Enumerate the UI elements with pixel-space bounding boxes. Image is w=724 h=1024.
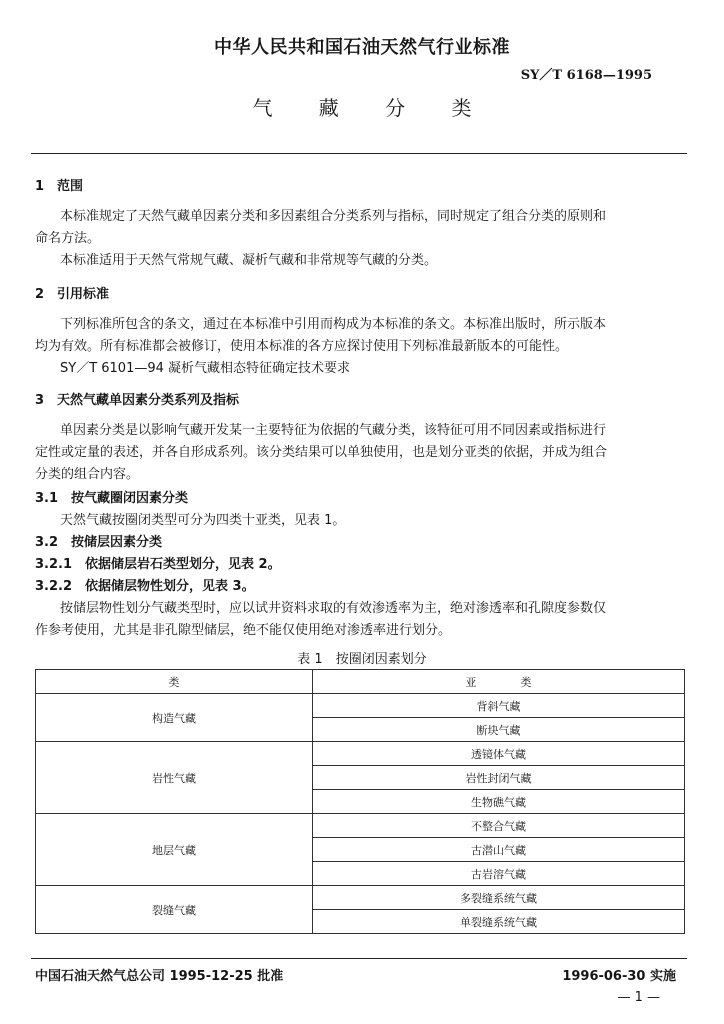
- section-1-heading: 1 范围: [35, 179, 84, 194]
- subclass-cell: 古岩溶气藏: [313, 862, 685, 886]
- footer-divider: [31, 958, 687, 959]
- header-subclass: 亚 类: [313, 670, 685, 694]
- table-header-row: [36, 670, 685, 694]
- subclass-cell: 生物礁气藏: [313, 790, 685, 814]
- section-3-1-text: 天然气藏按圈闭类型可分为四类十亚类，见表 1。: [60, 513, 346, 528]
- section-2-paragraph-cont: 均为有效。所有标准都会被修订，使用本标准的各方应探讨使用下列标准最新版本的可能性。: [35, 339, 569, 354]
- section-2-reference: SY／T 6101—94 凝析气藏相态特征确定技术要求: [60, 361, 351, 376]
- category-cell: 地层气藏: [36, 814, 313, 886]
- table-row: [36, 814, 685, 838]
- category-cell: 构造气藏: [36, 694, 313, 742]
- section-3-paragraph-2-cont: 作参考使用，尤其是非孔隙型储层，绝不能仅使用绝对渗透率进行划分。: [35, 623, 452, 638]
- subclass-cell: 断块气藏: [313, 718, 685, 742]
- section-3-2-heading: 3.2 按储层因素分类: [35, 535, 163, 550]
- subclass-cell: 单裂缝系统气藏: [313, 910, 685, 934]
- header-class: 类: [36, 670, 313, 694]
- section-3-paragraph-1: 单因素分类是以影响气藏开发某一主要特征为依据的气藏分类，该特征可用不同因素或指标进行: [60, 423, 607, 438]
- table-1-caption: 表 1 按圈闭因素划分: [297, 652, 427, 667]
- subclass-cell: 古潜山气藏: [313, 838, 685, 862]
- section-3-2-2: 3.2.2 依据储层物性划分，见表 3。: [35, 579, 255, 594]
- page-number: — 1 —: [617, 990, 660, 1005]
- issuing-organization: 中华人民共和国石油天然气行业标准: [214, 37, 510, 58]
- subclass-cell: 岩性封闭气藏: [313, 766, 685, 790]
- subclass-cell: 透镜体气藏: [313, 742, 685, 766]
- subclass-cell: 不整合气藏: [313, 814, 685, 838]
- section-3-paragraph-1-end: 分类的组合内容。: [35, 467, 140, 482]
- section-2-paragraph: 下列标准所包含的条文，通过在本标准中引用而构成为本标准的条文。本标准出版时，所示版本: [60, 317, 607, 332]
- section-3-1-heading: 3.1 按气藏圈闭因素分类: [35, 491, 189, 506]
- effective-date: 1996-06-30 实施: [562, 969, 676, 984]
- table-row: [36, 886, 685, 910]
- document-title: 气 藏 分 类: [252, 96, 492, 120]
- header-divider: [31, 153, 687, 154]
- category-cell: 岩性气藏: [36, 742, 313, 814]
- standard-code: SY／T 6168—1995: [520, 68, 652, 83]
- section-2-heading: 2 引用标准: [35, 287, 110, 302]
- section-1-paragraph-1-cont: 命名方法。: [35, 231, 101, 246]
- approval-statement: 中国石油天然气总公司 1995-12-25 批准: [35, 969, 284, 984]
- table-1: [35, 669, 685, 934]
- category-cell: 裂缝气藏: [36, 886, 313, 934]
- section-3-heading: 3 天然气藏单因素分类系列及指标: [35, 393, 240, 408]
- subclass-cell: 多裂缝系统气藏: [313, 886, 685, 910]
- table-row: [36, 742, 685, 766]
- subclass-cell: 背斜气藏: [313, 694, 685, 718]
- table-row: [36, 694, 685, 718]
- section-3-2-1: 3.2.1 依据储层岩石类型划分，见表 2。: [35, 557, 281, 572]
- section-1-paragraph-1: 本标准规定了天然气藏单因素分类和多因素组合分类系列与指标，同时规定了组合分类的原则和: [60, 209, 607, 224]
- section-1-paragraph-2: 本标准适用于天然气常规气藏、凝析气藏和非常规等气藏的分类。: [60, 253, 438, 268]
- section-3-paragraph-2: 按储层物性划分气藏类型时，应以试井资料求取的有效渗透率为主，绝对渗透率和孔隙度参数仅: [60, 601, 607, 616]
- section-3-paragraph-1-cont: 定性或定量的表述，并各自形成系列。该分类结果可以单独使用，也是划分亚类的依据，并成为组合: [35, 445, 608, 460]
